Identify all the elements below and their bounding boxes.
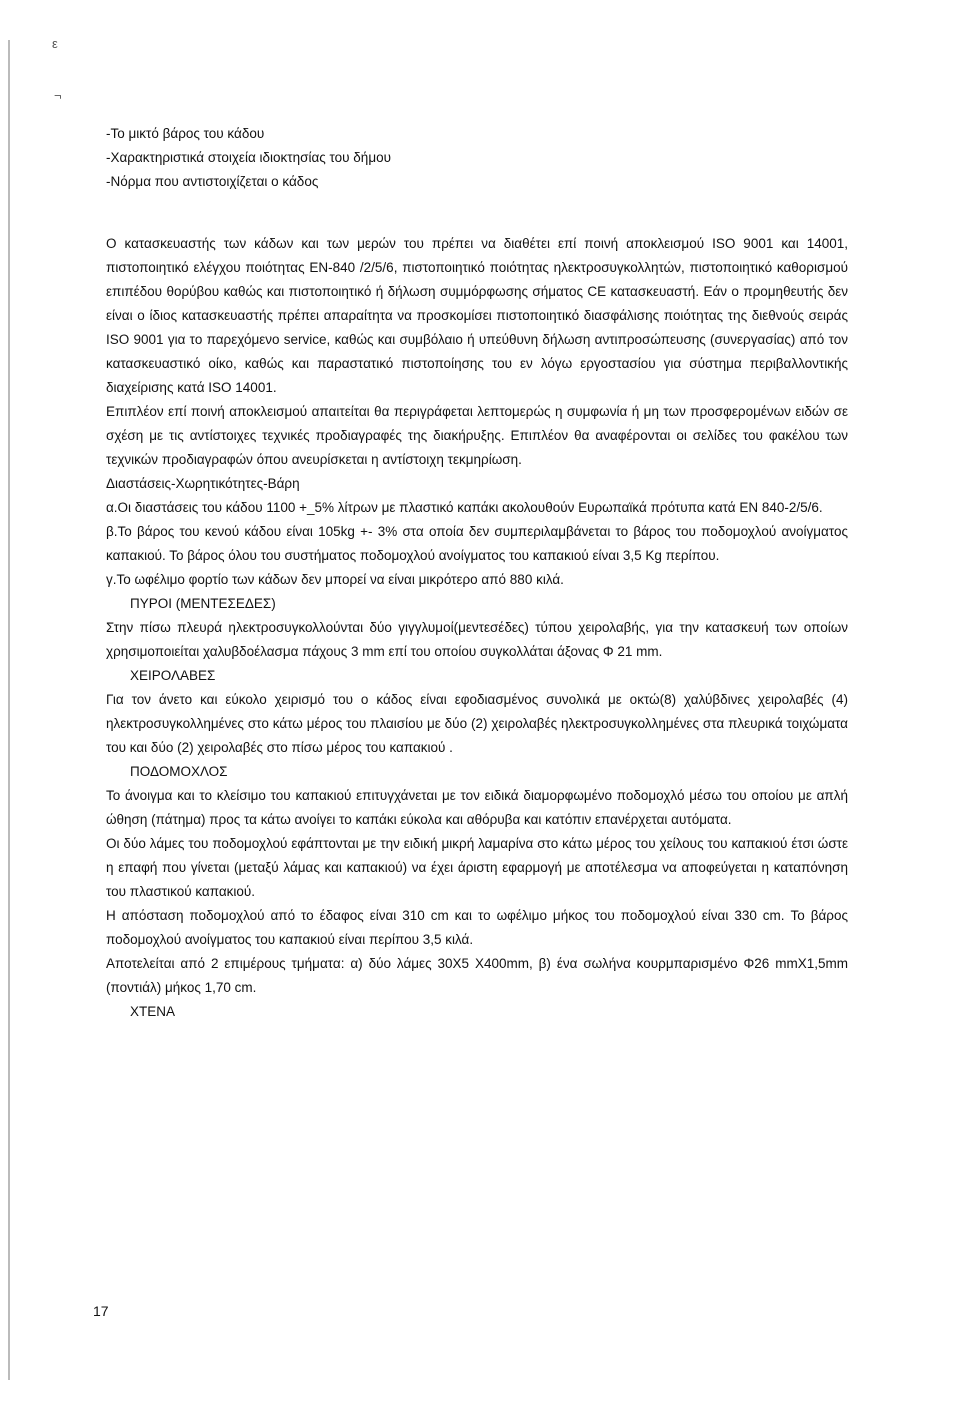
dimensions-item-beta: β.Το βάρος του κενού κάδου είναι 105kg +- 3% στα οποία δεν συμπεριλαμβάνεται το βάρος του ποδομοχλού ανοίγματος καπακιού. Το βάρος όλου του συστήματος ποδομοχλού ανοίγματος του καπακιού είναι 3,5 Kg περίπου. [106, 524, 848, 563]
section-heading-pins: ΠΥΡΟΙ (ΜΕΝΤΕΣΕΔΕΣ) [130, 596, 276, 611]
header-item: -Χαρακτηριστικά στοιχεία ιδιοκτησίας του δήμου [106, 150, 391, 165]
pedal-paragraph: Η απόσταση ποδομοχλού από το έδαφος είναι 310 cm και το ωφέλιμο μήκος του ποδομοχλού είναι 330 cm. Το βάρος ποδομοχλού ανοίγματος του καπακιού είναι περίπου 3,5 κιλά. [106, 908, 848, 947]
page-number: 17 [93, 1303, 109, 1319]
dimensions-item-alpha: α.Οι διαστάσεις του κάδου 1100 +_5% λίτρων με πλαστικό καπάκι ακολουθούν Ευρωπαϊκά πρότυπα κατά ΕΝ 840-2/5/6. [106, 500, 823, 515]
dimensions-item-gamma: γ.Το ωφέλιμο φορτίο των κάδων δεν μπορεί να είναι μικρότερο από 880 κιλά. [106, 572, 564, 587]
pedal-paragraph: Αποτελείται από 2 επιμέρους τμήματα: α) δύο λάμες 30Χ5 Χ400mm, β) ένα σωλήνα κουρμπαρισμένο Φ26 mmX1,5mm (ποντιάλ) μήκος 1,70 cm. [106, 956, 848, 995]
certification-paragraph: Ο κατασκευαστής των κάδων και των μερών του πρέπει να διαθέτει επί ποινή αποκλεισμού ISO 9001 και 14001, πιστοποιητικό ελέγχου ποιότητας ΕΝ-840 /2/5/6, πιστοποιητικό ποιότητας ηλεκτροσυγκολλητών, πιστοποιητικό καθορισμού επιπέδου θορύβου καθώς και πιστοποιητικό ή δήλωση συμμόρφωσης σήματος CE κατασκευαστή. Εάν ο προμηθευτής δεν είναι ο ίδιος κατασκευαστής πρέπει απαραίτητα να προσκομίσει πιστοποιητικό διασφάλισης ποιότητας της διεθνούς σειράς ISO 9001 για το παρεχόμενο service, καθώς και συμβόλαιο ή υπεύθυνη δήλωση αντιπροσώπευσης (συνεργασίας) από τον κατασκευαστικό οίκο, καθώς και παραστατικό πιστοποίησης του εν λόγω εργοστασίου για σύστημα περιβαλλοντικής διαχείρισης κατά ISO 14001. [106, 236, 848, 395]
header-item: -Νόρμα που αντιστοιχίζεται ο κάδος [106, 174, 319, 189]
pins-paragraph: Στην πίσω πλευρά ηλεκτροσυγκολλούνται δύο γιγγλυμοί(μεντεσέδες) τύπου χειρολαβής, για την κατασκευή των οποίων χρησιμοποιείται χαλυβδοέλασμα πάχους 3 mm επί του οποίου συγκολλάται άξονας Φ 21 mm. [106, 620, 848, 659]
left-margin-rule [8, 40, 10, 1380]
section-heading-stand: ΧΤΕΝΑ [130, 1004, 176, 1019]
margin-mark: ¬ [54, 88, 62, 103]
corner-mark: ε [52, 36, 58, 51]
handles-paragraph: Για τον άνετο και εύκολο χειρισμό του ο κάδος είναι εφοδιασμένος συνολικά με οκτώ(8) χαλύβδινες χειρολαβές (4) ηλεκτροσυγκολλημένες στο κάτω μέρος του πλαισίου με δύο (2) χειρολαβές ηλεκτροσυγκολλημένες στα πλευρικά τοιχώματα του και δύο (2) χειρολαβές στο πίσω μέρος του καπακιού . [106, 692, 848, 755]
section-heading-pedal: ΠΟΔΟΜΟΧΛΟΣ [130, 764, 228, 779]
page-body [106, 122, 848, 1024]
header-item: -Το μικτό βάρος του κάδου [106, 126, 265, 141]
pedal-paragraph: Το άνοιγμα και το κλείσιμο του καπακιού επιτυγχάνεται με τον ειδικά διαμορφωμένο ποδομοχλό μέσω του οποίου με απλή ώθηση (πάτημα) προς τα κάτω ανοίγει το καπάκι εύκολα και αθόρυβα και κατόπιν επανέρχεται αυτόματα. [106, 788, 848, 827]
section-heading-handles: ΧΕΙΡΟΛΑΒΕΣ [130, 668, 216, 683]
pedal-paragraph: Οι δύο λάμες του ποδομοχλού εφάπτονται με την ειδική μικρή λαμαρίνα στο κάτω μέρος του χείλους του καπακιού έτσι ώστε η επαφή που γίνεται (μεταξύ λάμας και καπακιού) να έχει άριστη εφαρμογή με αποτέλεσμα να αποφεύγεται η καταπόνηση του πλαστικού καπακιού. [106, 836, 848, 899]
compliance-paragraph: Επιπλέον επί ποινή αποκλεισμού απαιτείται θα περιγράφεται λεπτομερώς η συμφωνία ή μη των προσφερομένων ειδών σε σχέση με τις αντίστοιχες τεχνικές προδιαγραφές της διακήρυξης. Επιπλέον θα αναφέρονται οι σελίδες του φακέλου των τεχνικών προδιαγραφών όπου ανευρίσκεται η αντίστοιχη τεκμηρίωση. [106, 404, 848, 467]
section-heading-dimensions: Διαστάσεις-Χωρητικότητες-Βάρη [106, 476, 300, 491]
